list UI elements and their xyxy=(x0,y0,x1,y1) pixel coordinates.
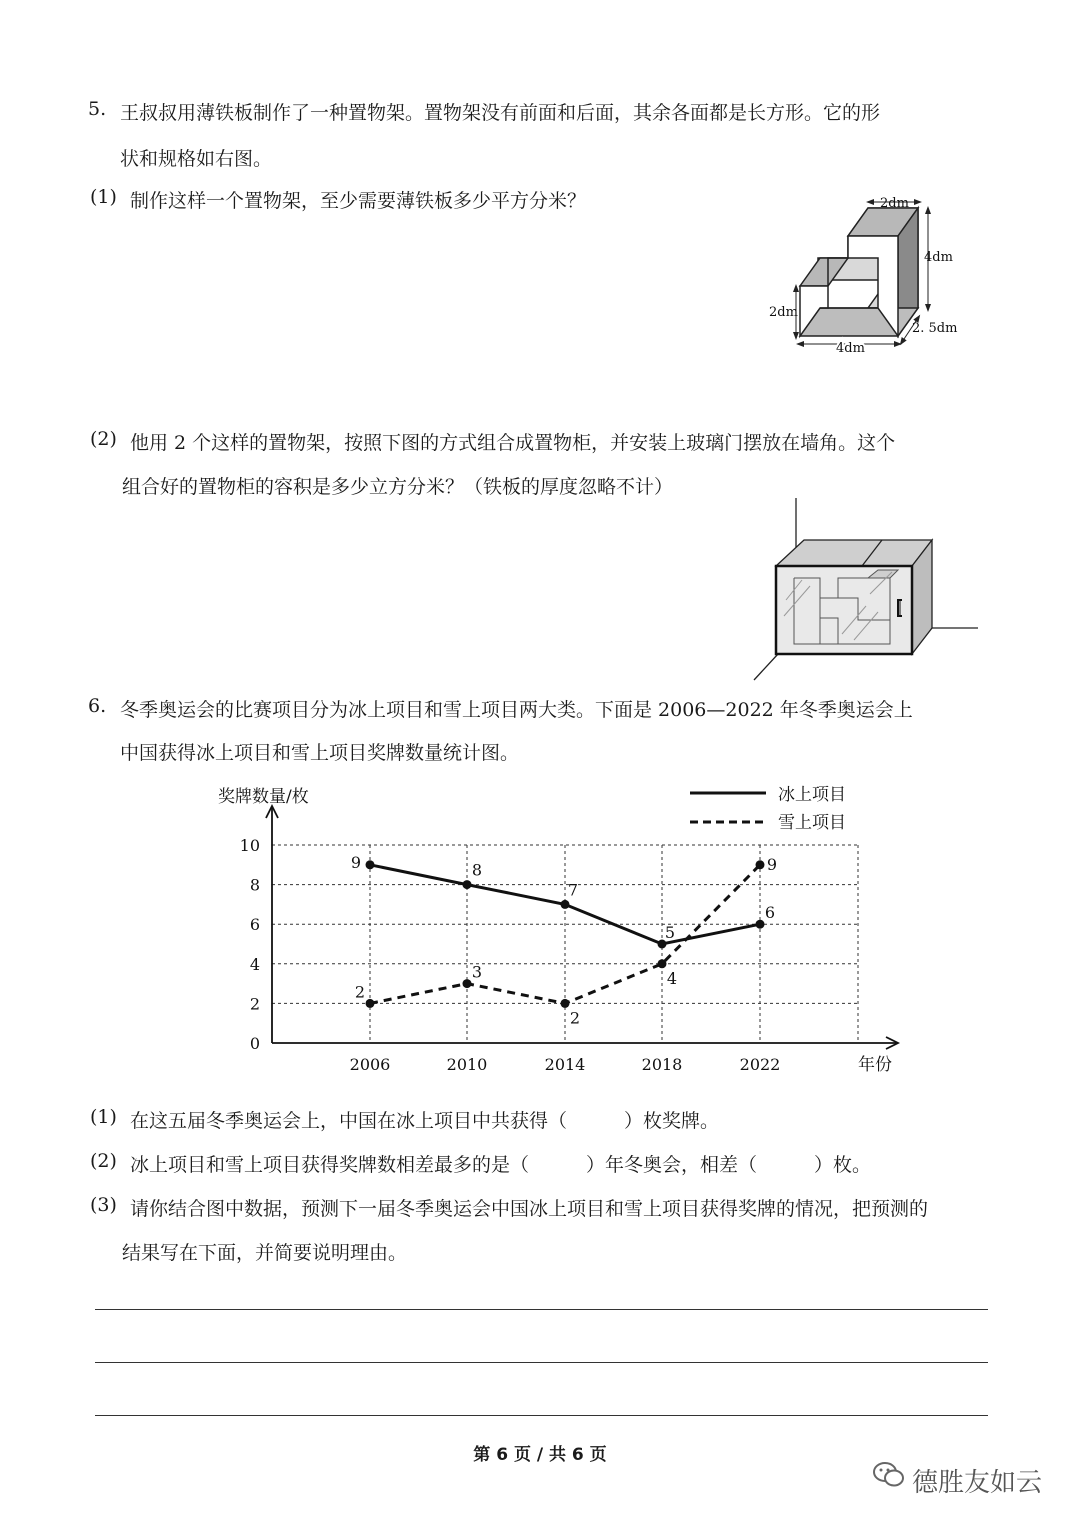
q5-part2-line2: 组合好的置物柜的容积是多少立方分米？（铁板的厚度忽略不计） xyxy=(122,476,674,498)
chart-xlabel: 年份 xyxy=(858,1055,892,1075)
q6-part3-line1: 请你结合图中数据，预测下一届冬季奥运会中国冰上项目和雪上项目获得奖牌的情况，把预测的 xyxy=(130,1198,929,1220)
page-footer: 第 6 页 / 共 6 页 xyxy=(473,1445,607,1465)
y-tick-8: 8 xyxy=(249,875,260,895)
dim-depth: 2. 5dm xyxy=(912,321,958,336)
data-label-ice-2014: 7 xyxy=(567,880,579,900)
point-ice-2010 xyxy=(463,880,472,889)
q5-stem-line2: 状和规格如右图。 xyxy=(120,148,273,170)
answer-line-3[interactable] xyxy=(95,1415,988,1416)
dim-left: 2dm xyxy=(769,305,798,320)
dim-top: 2dm xyxy=(880,196,909,211)
data-label-snow-2022: 9 xyxy=(766,854,778,874)
q5-part1-label: (1) xyxy=(90,186,117,208)
watermark-text: 德胜友如云 xyxy=(912,1468,1043,1498)
data-label-ice-2006: 9 xyxy=(350,852,362,872)
q6-stem-line1: 冬季奥运会的比赛项目分为冰上项目和雪上项目两大类。下面是 2006—2022 年冬季奥运会上 xyxy=(120,699,913,721)
x-tick-2022: 2022 xyxy=(739,1055,781,1074)
q6-part2-text: 冰上项目和雪上项目获得奖牌数相差最多的是（ ）年冬奥会，相差（ ）枚。 xyxy=(130,1154,872,1176)
q5-part2-label: (2) xyxy=(90,428,117,450)
q6-part3-line2: 结果写在下面，并简要说明理由。 xyxy=(122,1242,408,1264)
point-ice-2022 xyxy=(756,920,765,929)
q6-part1-text: 在这五届冬季奥运会上，中国在冰上项目中共获得（ ）枚奖牌。 xyxy=(130,1110,720,1132)
y-tick-2: 2 xyxy=(249,994,260,1014)
point-snow-2018 xyxy=(658,959,667,968)
data-label-snow-2018: 4 xyxy=(666,968,678,988)
q5-stem-line1: 王叔叔用薄铁板制作了一种置物架。置物架没有前面和后面，其余各面都是长方形。它的形 xyxy=(120,102,881,124)
q6-part1-label: (1) xyxy=(90,1106,117,1128)
y-tick-0: 0 xyxy=(249,1034,260,1053)
point-snow-2022 xyxy=(756,860,765,869)
q6-part3-label: (3) xyxy=(90,1194,117,1216)
answer-line-2[interactable] xyxy=(95,1362,988,1363)
legend-label-snow: 雪上项目 xyxy=(778,813,846,833)
data-label-ice-2022: 6 xyxy=(764,903,776,923)
point-snow-2014 xyxy=(561,999,570,1008)
x-tick-2018: 2018 xyxy=(641,1055,683,1074)
q5-part1-text: 制作这样一个置物架，至少需要薄铁板多少平方分米？ xyxy=(130,190,587,212)
y-tick-10: 10 xyxy=(239,836,260,855)
point-ice-2014 xyxy=(561,900,570,909)
q6-part2-label: (2) xyxy=(90,1150,117,1172)
point-snow-2010 xyxy=(463,979,472,988)
answer-line-1[interactable] xyxy=(95,1309,988,1310)
data-label-snow-2014: 2 xyxy=(569,1008,581,1028)
wechat-icon xyxy=(872,1460,906,1497)
y-tick-4: 4 xyxy=(249,954,260,974)
y-tick-6: 6 xyxy=(249,915,260,935)
chart-ylabel: 奖牌数量/枚 xyxy=(218,787,309,807)
dim-bottom: 4dm xyxy=(836,341,865,356)
data-label-ice-2010: 8 xyxy=(471,860,483,880)
data-label-ice-2018: 5 xyxy=(664,923,676,942)
data-label-snow-2010: 3 xyxy=(471,962,483,982)
x-tick-2010: 2010 xyxy=(446,1055,488,1074)
point-snow-2006 xyxy=(366,999,375,1008)
q5-number: 5. xyxy=(88,98,107,120)
dim-right: 4dm xyxy=(924,250,953,265)
x-tick-2006: 2006 xyxy=(349,1055,391,1074)
q5-part2-line1: 他用 2 个这样的置物架，按照下图的方式组合成置物柜，并安装上玻璃门摆放在墙角。这个 xyxy=(130,432,896,454)
data-label-snow-2006: 2 xyxy=(354,982,366,1002)
series-line-snow xyxy=(370,865,760,1004)
q6-stem-line2: 中国获得冰上项目和雪上项目奖牌数量统计图。 xyxy=(120,742,520,764)
point-ice-2006 xyxy=(366,860,375,869)
legend-label-ice: 冰上项目 xyxy=(778,785,846,805)
x-tick-2014: 2014 xyxy=(544,1055,586,1074)
q6-number: 6. xyxy=(88,695,107,717)
